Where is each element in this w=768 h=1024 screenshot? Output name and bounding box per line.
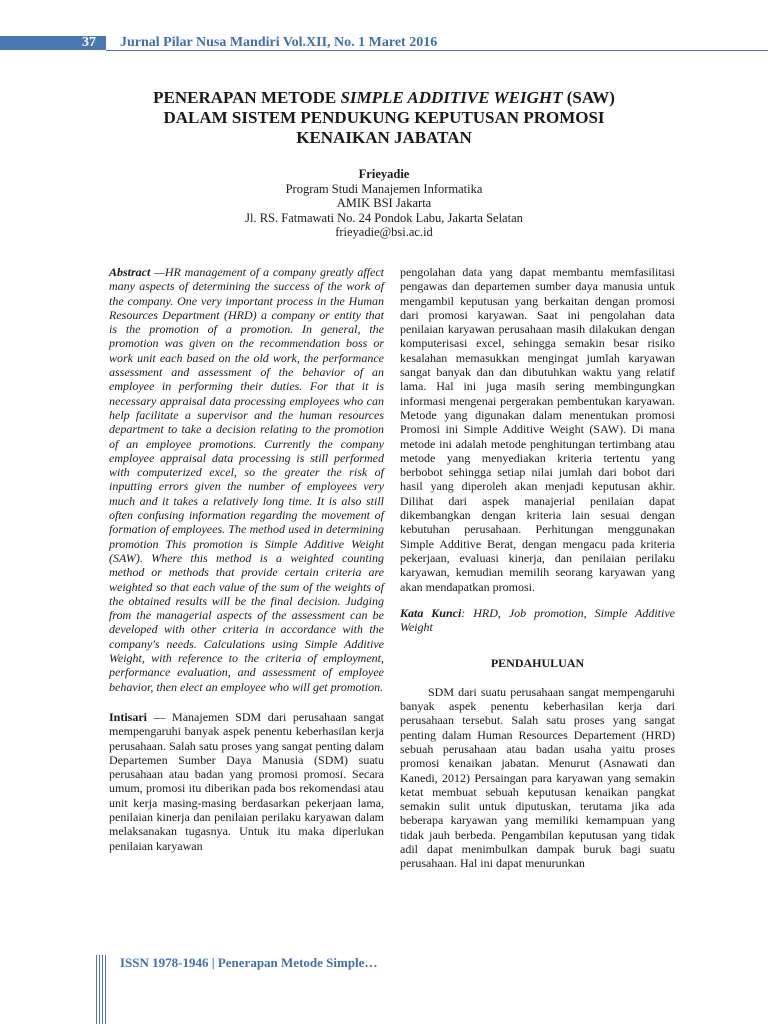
abstract-label: Abstract xyxy=(109,265,151,279)
intisari-text: — Manajemen SDM dari perusahaan sangat mempengaruhi banyak aspek penentu keberhasilan kerja perusahaan. Salah satu proses yang sangat penting dalam Departemen Sumber Daya Manusia (SDM) suatu perusahaan atau badan yang promosi promosi. Secara umum, promosi itu diberikan pada bos rekomendasi atau unit kerja masing-masing berdasarkan pekerjaan lama, penilaian kinerja dan penilaian perilaku karyawan dalam melaksanakan tugasnya. Untuk itu maka diperlukan penilaian karyawan xyxy=(109,709,384,853)
author-address: Jl. RS. Fatmawati No. 24 Pondok Labu, Jakarta Selatan xyxy=(245,210,523,225)
title-line-2: DALAM SISTEM PENDUKUNG KEPUTUSAN PROMOSI xyxy=(163,108,605,127)
title-line-1: PENERAPAN METODE SIMPLE ADDITIVE WEIGHT (SAW) xyxy=(153,88,615,107)
keywords-label: Kata Kunci xyxy=(400,605,462,620)
section-paragraph: SDM dari suatu perusahaan sangat mempengaruhi banyak aspek penentu keberhasilan kerja dari perusahaan tersebut. Salah satu proses yang sangat penting dalam Human Resources Departement (HRD) sebuah perusahaan atau badan usaha yaitu proses promosi kenaikan jabatan. Menurut (Asnawati dan Kanedi, 2012) Persaingan para karyawan yang semakin ketat membuat sebuah keputusan kenaikan pangkat semakin sulit untuk diputuskan, terutama jika ada beberapa karyawan yang memiliki kemampuan yang tidak jauh berbeda. Pengambilan keputusan yang tidak adil dapat menimbulkan dampak buruk bagi suatu perusahaan. Hal ini dapat menurunkan xyxy=(400,684,675,871)
footer-text: ISSN 1978-1946 | Penerapan Metode Simple… xyxy=(120,955,378,970)
author-name: Frieyadie xyxy=(358,167,410,181)
keywords-text: : HRD, Job promotion, Simple Additive Weight xyxy=(400,605,675,635)
footer-decoration xyxy=(96,955,106,1024)
intisari-continued: pengolahan data yang dapat membantu memfasilitasi pengawas dan departemen sumber daya manusia untuk mengambil keputusan yang berkaitan dengan promosi dari promosi karyawan. Saat ini pengolahan data penilaian karyawan perusahaan masih dilakukan dengan komputerisasi excel, sehingga semakin besar risiko kesalahan memasukkan mengingat jumlah karyawan sangat banyak dan dan dibutuhkan waktu yang relatif lama. Hal ini juga masih sering membingungkan informasi mengenai pergerakan pembentukan karyawan. Metode yang digunakan dalam menentukan promosi Promosi ini Simple Additive Weight (SAW). Di mana metode ini adalah metode penghitungan tertimbang atau metode yang menyediakan kriteria tertentu yang berbobot sehingga setiap nilai jumlah dari bobot dari hasil yang diperoleh akan menjadi keputusan akhir. Dilihat dari aspek manajerial penilaian dapat dikembangkan dengan kriteria lain sesuai dengan kebutuhan perusahaan. Perhitungan menggunakan Simple Additive Berat, dengan mengacu pada kriteria pekerjaan, evaluasi kinerja, dan penilaian perilaku karyawan, kemudian memilih seorang karyawan yang akan mendapatkan promosi. xyxy=(400,265,675,594)
abstract xyxy=(109,265,384,694)
left-column xyxy=(109,265,384,853)
intisari xyxy=(109,710,384,853)
right-column xyxy=(400,265,675,871)
paper-title xyxy=(0,88,768,148)
intisari-label: Intisari xyxy=(109,709,148,724)
author-email: frieyadie@bsi.ac.id xyxy=(335,225,433,239)
abstract-text: —HR management of a company greatly affect many aspects of determining the success of the work of the company. One very important process in the Human Resources Department (HRD) a company or entity that is the promotion of a promotion. In general, the promotion was given on the recommendation boss or work unit each based on the old work, the performance assessment and assessment of the behavior of an employee in performing their duties. For that it is necessary appraisal data processing employees who can help facilitate a supervisor and the human resources department to take a decision relating to the promotion of an employee promotions. Currently the company employee appraisal data processing is still performed with computerized excel, so the greater the risk of inputting errors given the number of employees very much and it takes a relatively long time. It is also still often confusing information regarding the movement of formation of employees. The method used in determining promotion This promotion is Simple Additive Weight (SAW). Where this method is a weighted counting method or methods that provide certain criteria are weighted so that each value of the sum of the weights of the obtained results will be the final decision. Judging from the managerial aspects of the assessment can be developed with other criteria in accordance with the company's needs. Calculations using Simple Additive Weight, with reference to the criteria of employment, performance evaluation, and assessment of employee behavior, then elect an employee who will get promotion. xyxy=(109,265,384,694)
author-program: Program Studi Manajemen Informatika xyxy=(285,181,483,196)
section-heading: PENDAHULUAN xyxy=(490,656,585,671)
author-block xyxy=(0,167,768,240)
title-line-3: KENAIKAN JABATAN xyxy=(296,128,472,147)
keywords xyxy=(400,606,675,635)
page-number: 37 xyxy=(82,35,96,50)
author-institution: AMIK BSI Jakarta xyxy=(336,196,432,210)
header-rule xyxy=(106,50,768,51)
journal-title: Jurnal Pilar Nusa Mandiri Vol.XII, No. 1 Maret 2016 xyxy=(120,35,438,50)
